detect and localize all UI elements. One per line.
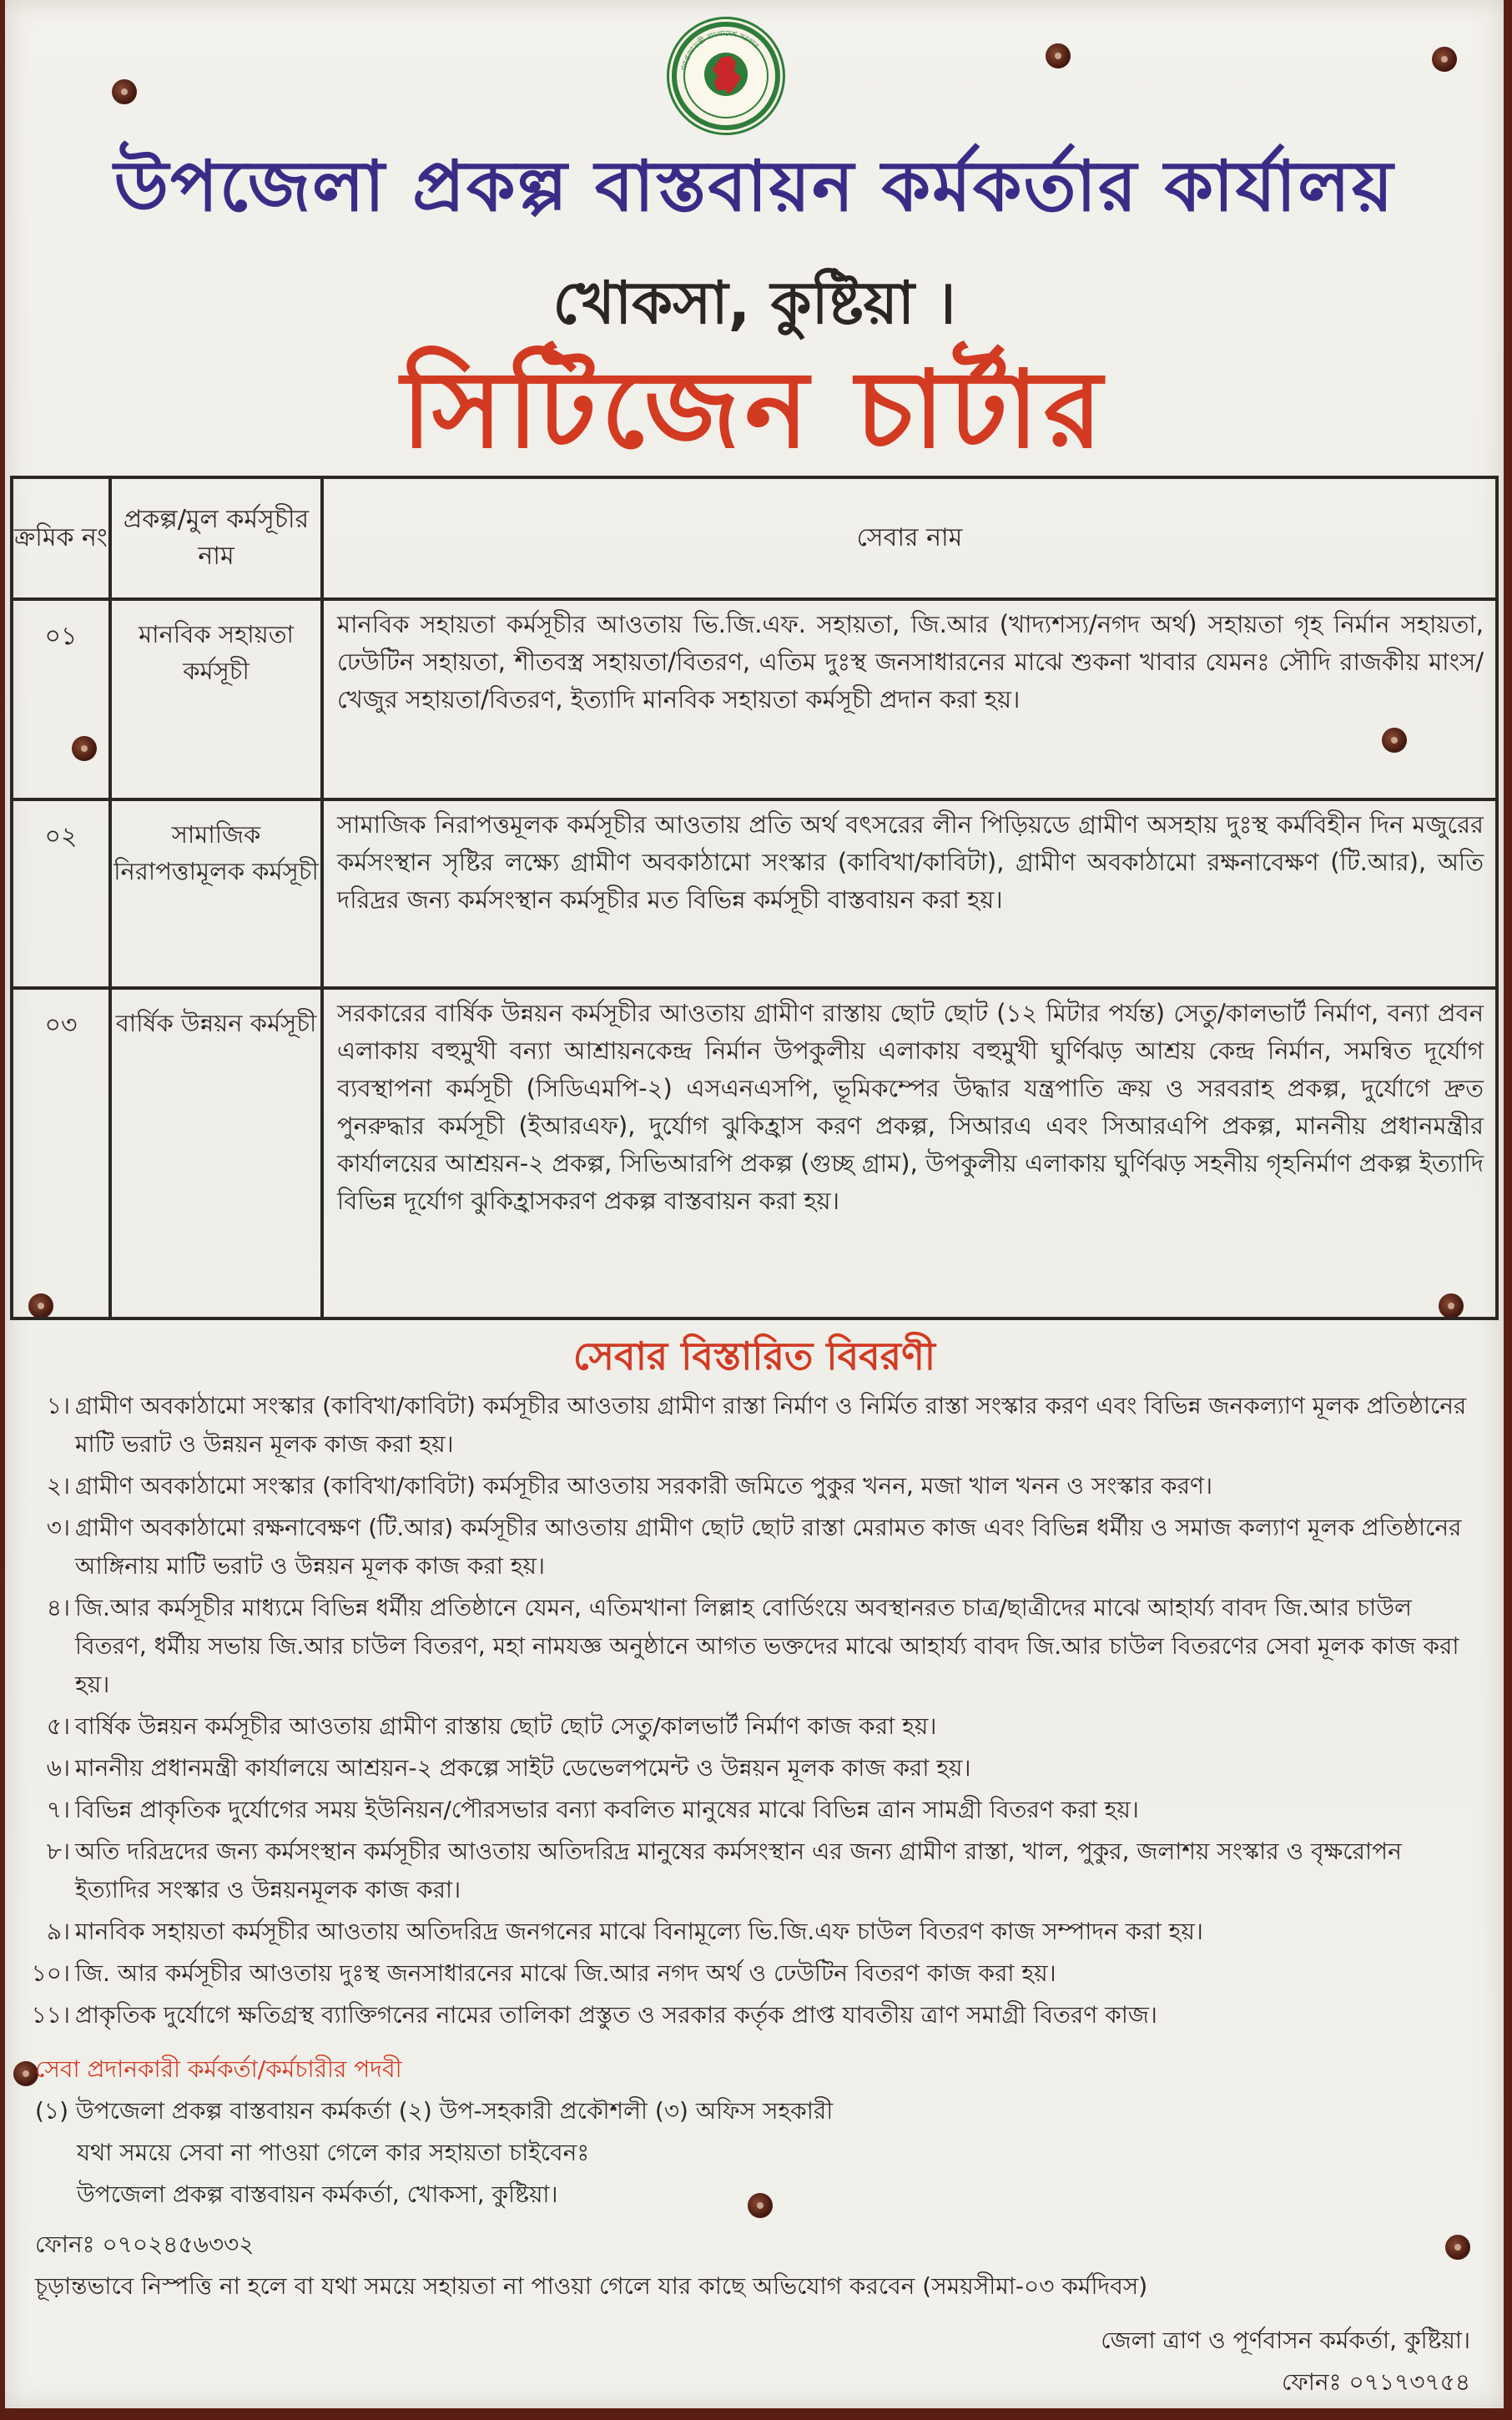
list-item [22,1467,1474,1505]
item-number: ৭। [46,1796,70,1823]
row-serial: ০২ [12,799,110,988]
item-text: বার্ষিক উন্নয়ন কর্মসূচীর আওতায় গ্রামীণ রাস্তায় ছোট ছোট সেতু/কালভার্ট নির্মাণ কাজ করা হয়। [75,1712,937,1740]
list-item [22,1791,1474,1829]
seal-text: গণপ্রজাতন্ত্রী বাংলাদেশ সরকার [680,29,760,72]
header-service: সেবার নাম [322,477,1497,599]
row-serial: ০১ [12,599,110,799]
item-number: ৯। [46,1918,70,1945]
district-officer: জেলা ত্রাণ ও পূর্ণবাসন কর্মকর্তা, কুষ্টিয়া। [1101,2327,1470,2354]
item-text: বিভিন্ন প্রাকৃতিক দুর্যোগের সময় ইউনিয়ন/পৌরসভার বন্যা কবলিত মানুষের মাঝে বিভিন্ন ত্রান সামগ্রী বিতরণ করা হয়। [75,1796,1139,1823]
item-number: ২। [46,1472,70,1500]
item-text: মানবিক সহায়তা কর্মসূচীর আওতায় অতিদরিদ্র জনগনের মাঝে বিনামূল্যে ভি.জি.এফ চাউল বিতরণ কাজ সম্পাদন করা হয়। [75,1918,1203,1945]
item-text: প্রাকৃতিক দুর্যোগে ক্ষতিগ্রস্থ ব্যাক্তিগনের নামের তালিকা প্রস্তুত ও সরকার কর্তৃক প্রাপ্ত যাবতীয় ত্রাণ সমাগ্রী বিতরণ কাজ। [75,2001,1157,2029]
item-text: গ্রামীণ অবকাঠামো রক্ষনাবেক্ষণ (টি.আর) কর্মসূচীর আওতায় গ্রামীণ ছোট ছোট রাস্তা মেরামত কাজ এবং বিভিন্ন ধর্মীয় ও সমাজ কল্যাণ মূলক প্রতিষ্ঠানের আঙ্গিনায় মাটি ভরাট ও উন্নয়ন মূলক কাজ করা হয়। [75,1514,1462,1580]
item-number: ৬। [46,1754,70,1782]
district-officer-block [1101,2320,1470,2403]
help-contact: উপজেলা প্রকল্প বাস্তবায়ন কর্মকর্তা, খোকসা, কুষ্টিয়া। [77,2181,558,2208]
officers-section [35,2049,1487,2307]
item-number: ৮। [46,1838,70,1865]
item-text: গ্রামীণ অবকাঠামো সংস্কার (কাবিখা/কাবিটা) কর্মসূচীর আওতায় গ্রামীণ রাস্তা নির্মাণ ও নির্মিত রাস্তা সংস্কার করণ এবং বিভিন্ন জনকল্যাণ মূলক প্রতিষ্ঠানের মাটি ভরাট ও উন্নয়ন মূলক কাজ করা হয়। [75,1392,1467,1458]
officers-title: সেবা প্রদানকারী কর্মকর্তা/কর্মচারীর পদবী [35,2055,402,2083]
item-number: ১০। [31,1959,70,1987]
table-row [12,599,1497,799]
list-item [22,1913,1474,1951]
row-program: বার্ষিক উন্নয়ন কর্মসূচী [110,988,322,1318]
table-row [12,799,1497,988]
item-number: ১১। [31,2001,70,2029]
item-text: জি. আর কর্মসূচীর আওতায় দুঃস্থ জনসাধারনের মাঝে জি.আর নগদ অর্থ ও ঢেউটিন বিতরণ কাজ করা হয়। [75,1959,1056,1987]
officers-list: (১) উপজেলা প্রকল্প বাস্তবায়ন কর্মকর্তা (২) উপ-সহকারী প্রকৌশলী (৩) অফিস সহকারী [35,2097,834,2125]
list-item [22,1387,1474,1464]
details-title: সেবার বিস্তারিত বিবরণী [572,1334,936,1379]
row-serial: ০৩ [12,988,110,1318]
list-item [22,1589,1474,1704]
complaint-note: চূড়ান্তভাবে নিস্পত্তি না হলে বা যথা সময়ে সহায়তা না পাওয়া গেলে যার কাছে অভিযোগ করবেন (সময়সীমা-০৩ কর্মদিবস) [35,2272,1148,2300]
table-row [12,988,1497,1318]
item-number: ৫। [46,1712,70,1740]
item-text: অতি দরিদ্রদের জন্য কর্মসংস্থান কর্মসূচীর আওতায় অতিদরিদ্র মানুষের কর্মসংস্থান এর জন্য গ্রামীণ রাস্তা, খাল, পুকুর, জলাশয় সংস্কার ও বৃক্ষরোপন ইত্যাদির সংস্কার ও উন্নয়নমূলক কাজ করা। [75,1838,1402,1903]
government-seal [667,17,785,135]
services-table [10,476,1499,1320]
screw [1432,47,1457,72]
header-serial: ক্রমিক নং [12,477,110,599]
row-service: সরকারের বার্ষিক উন্নয়ন কর্মসূচীর আওতায় গ্রামীণ রাস্তায় ছোট ছোট (১২ মিটার পর্যন্ত) সেতু/কালভার্ট নির্মাণ, বন্যা প্রবন এলাকায় বহুমুখী বন্যা আশ্রায়নকেন্দ্র নির্মান উপকুলীয় এলাকায় বহুমুখী ঘুর্ণিঝড় আশ্রয় কেন্দ্র নির্মান, সমন্বিত দূর্যোগ ব্যবস্থাপনা কর্মসূচী (সিডিএমপি-২) এসএনএসপি, ভূমিকম্পের উদ্ধার যন্ত্রপাতি ক্রয় ও সরবরাহ প্রকল্প, দুর্যোগে দ্রুত পুনরুদ্ধার কর্মসূচী (ইআরএফ), দুর্যোগ ঝুকিহ্রাস করণ প্রকল্প, সিআরএ এবং সিআরএপি প্রকল্প, মাননীয় প্রধানমন্ত্রীর কার্যালয়ের আশ্রয়ন-২ প্রকল্প, সিভিআরপি প্রকল্প (গুচ্ছ গ্রাম), উপকুলীয় এলাকায় ঘুর্ণিঝড় সহনীয় গৃহনির্মাণ প্রকল্প ইত্যাদি বিভিন্ন দূর্যোগ ঝুকিহ্রাসকরণ প্রকল্প বাস্তবায়ন করা হয়। [322,988,1497,1318]
screw [1046,43,1071,68]
row-program: মানবিক সহায়তা কর্মসূচী [110,599,322,799]
list-item [22,1749,1474,1787]
item-text: মাননীয় প্রধানমন্ত্রী কার্যালয়ে আশ্রয়ন-২ প্রকল্পে সাইট ডেভেলপমেন্ট ও উন্নয়ন মূলক কাজ করা হয়। [75,1754,971,1782]
row-program: সামাজিক নিরাপত্তামূলক কর্মসূচী [110,799,322,988]
help-question: যথা সময়ে সেবা না পাওয়া গেলে কার সহায়তা চাইবেনঃ [77,2139,590,2166]
list-item [22,1954,1474,1993]
citizen-charter-board [5,0,1504,2408]
office-phone: ফোনঃ ০৭০২৪৫৬৩৩২ [35,2231,255,2258]
item-text: গ্রামীণ অবকাঠামো সংস্কার (কাবিখা/কাবিটা) কর্মসূচীর আওতায় সরকারী জমিতে পুকুর খনন, মজা খাল খনন ও সংস্কার করণ। [75,1472,1212,1500]
office-title: উপজেলা প্রকল্প বাস্তবায়ন কর্মকর্তার কার্যালয় [113,145,1395,227]
list-item [22,1509,1474,1586]
district-phone: ফোনঃ ০৭১৭৩৭৫৪ [1281,2368,1470,2396]
list-item [22,1707,1474,1746]
screw [112,79,137,104]
row-service: মানবিক সহায়তা কর্মসূচীর আওতায় ভি.জি.এফ. সহায়তা, জি.আর (খাদ্যশস্য/নগদ অর্থ) সহায়তা গৃহ নির্মান সহায়তা, ঢেউটিন সহায়তা, শীতবস্ত্র সহায়তা/বিতরণ, এতিম দুঃস্থ জনসাধারনের মাঝে শুকনা খাবার যেমনঃ সৌদি রাজকীয় মাংস/খেজুর সহায়তা/বিতরণ, ইত্যাদি মানবিক সহায়তা কর্মসূচী প্রদান করা হয়। [322,599,1497,799]
item-number: ১। [46,1392,70,1419]
details-list [22,1387,1474,2038]
table-header-row [12,477,1497,599]
office-location: খোকসা, কুষ্টিয়া । [552,269,956,337]
item-number: ৩। [46,1514,70,1541]
item-number: ৪। [46,1594,70,1621]
item-text: জি.আর কর্মসূচীর মাধ্যমে বিভিন্ন ধর্মীয় প্রতিষ্ঠানে যেমন, এতিমখানা লিল্লাহ বোর্ডিংয়ে অবস্থানরত চাত্র/ছাত্রীদের মাঝে আহার্য্য বাবদ জি.আর চাউল বিতরণ, ধর্মীয় সভায় জি.আর চাউল বিতরণ, মহা নামযজ্ঞ অনুষ্ঠানে আগত ভক্তদের মাঝে আহার্য্য বাবদ জি.আর চাউল বিতরণের সেবা মূলক কাজ করা হয়। [75,1594,1459,1698]
list-item [22,1996,1474,2034]
row-service: সামাজিক নিরাপত্তমূলক কর্মসূচীর আওতায় প্রতি অর্থ বৎসরের লীন পিড়িয়ডে গ্রামীণ অসহায় দুঃস্থ কর্মবিহীন দিন মজুরের কর্মসংস্থান সৃষ্টির লক্ষ্যে গ্রামীণ অবকাঠামো সংস্কার (কাবিখা/কাবিটা), গ্রামীণ অবকাঠামো রক্ষনাবেক্ষণ (টি.আর), অতি দরিদ্রর জন্য কর্মসংস্থান কর্মসূচীর মত বিভিন্ন কর্মসূচী বাস্তবায়ন করা হয়। [322,799,1497,988]
list-item [22,1833,1474,1909]
header-program: প্রকল্প/মুল কর্মসূচীর নাম [110,477,322,599]
charter-title: সিটিজেন চার্টার [401,348,1107,472]
